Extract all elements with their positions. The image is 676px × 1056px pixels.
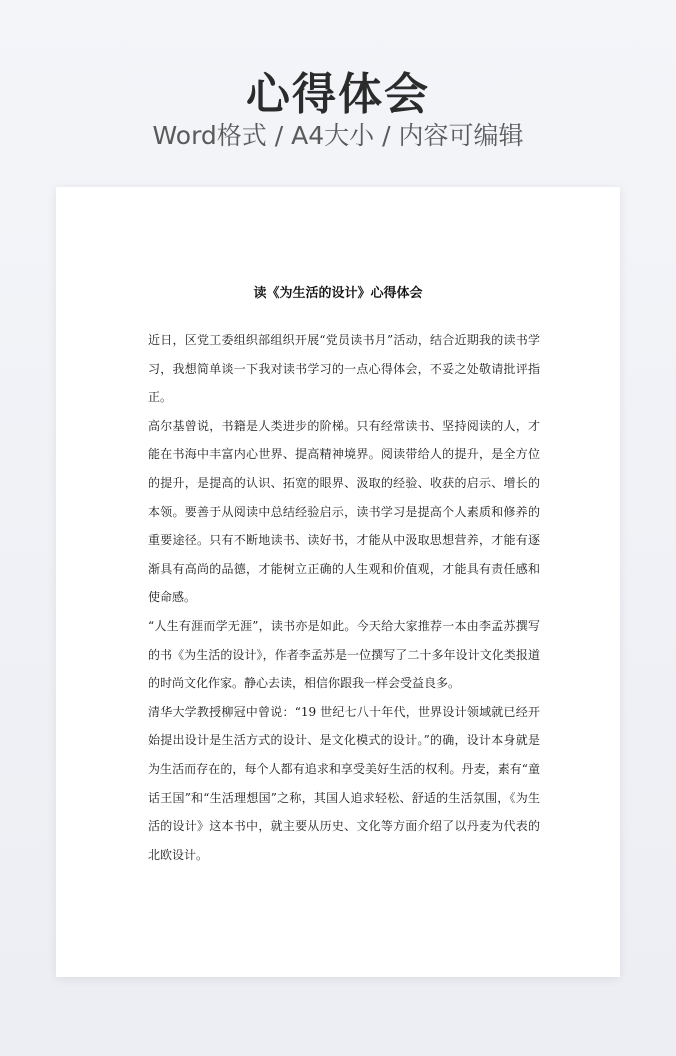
page-title: 心得体会 xyxy=(246,69,430,120)
document-paragraph: 清华大学教授柳冠中曾说：“19 世纪七八十年代，世界设计领域就已经开始提出设计是生活方式的设计、是文化模式的设计。”的确，设计本身就是为生活而存在的，每个人都有追求和享受美好生活的权利。丹麦，素有“童话王国”和“生活理想国”之称，其国人追求轻松、舒适的生活氛围，《为生活的设计》这本书中，就主要从历史、文化等方面介绍了以丹麦为代表的北欧设计。 xyxy=(148,704,540,862)
document-title: 读《为生活的设计》心得体会 xyxy=(253,286,423,301)
document-body xyxy=(148,326,540,869)
page-subtitle: Word格式 / A4大小 / 内容可编辑 xyxy=(152,121,524,150)
document-page xyxy=(56,187,620,977)
document-paragraph: 近日，区党工委组织部组织开展“党员读书月”活动，结合近期我的读书学习，我想简单谈一下我对读书学习的一点心得体会，不妥之处敬请批评指正。 xyxy=(148,333,540,405)
document-paragraph: 高尔基曾说，书籍是人类进步的阶梯。只有经常读书、坚持阅读的人，才能在书海中丰富内心世界、提高精神境界。阅读带给人的提升，是全方位的提升，是提高的认识、拓宽的眼界、汲取的经验、收获的启示、增长的本领。要善于从阅读中总结经验启示，读书学习是提高个人素质和修养的重要途径。只有不断地读书、读好书，才能从中汲取思想营养，才能有逐渐具有高尚的品德，才能树立正确的人生观和价值观，才能具有责任感和使命感。 xyxy=(148,418,540,605)
document-paragraph: “人生有涯而学无涯”，读书亦是如此。今天给大家推荐一本由李孟苏撰写的书《为生活的设计》，作者李孟苏是一位撰写了二十多年设计文化类报道的时尚文化作家。静心去读，相信你跟我一样会受益良多。 xyxy=(148,618,540,691)
